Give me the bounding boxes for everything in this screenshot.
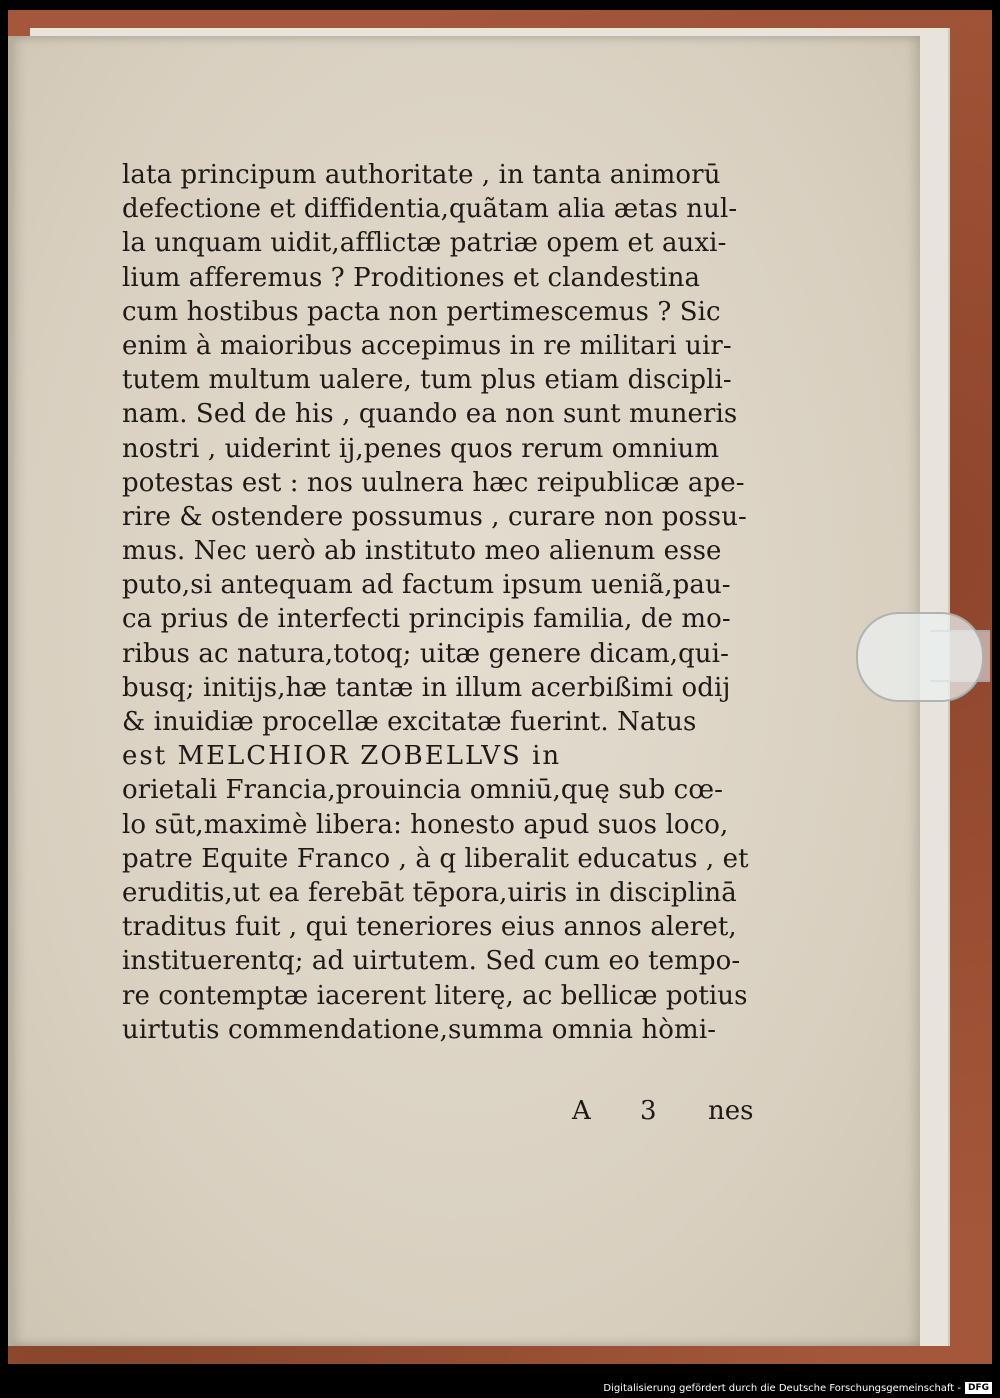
text-line: lo sūt,maximè libera: honesto apud suos loco, — [122, 809, 729, 840]
text-line: traditus fuit , qui teneriores eius annos aleret, — [122, 912, 737, 943]
text-line: re contemptæ iacerent literę, ac bellicæ potius — [122, 980, 748, 1011]
page-text-block — [122, 158, 772, 1047]
text-line: & inuidiæ procellæ excitatæ fuerint. Natus — [122, 707, 697, 737]
text-line: cum hostibus pacta non pertimescemus ? Sic — [122, 296, 721, 327]
dfg-logo: DFG — [965, 1382, 992, 1394]
digitization-credit — [603, 1380, 992, 1396]
text-line: enim à maioribus accepimus in re militari uir- — [122, 330, 732, 361]
text-line: lata principum authoritate , in tanta animorū — [122, 160, 721, 190]
text-line: tutem multum ualere, tum plus etiam discipli- — [122, 365, 732, 396]
text-line: patre Equite Franco , à q liberalit educatus , et — [122, 843, 749, 874]
catchword: nes — [708, 1096, 754, 1126]
text-line: potestas est : nos uulnera hæc reipublicæ ape- — [122, 467, 745, 498]
text-line-name: est MELCHIOR ZOBELLVS in — [122, 741, 562, 772]
text-line: ribus ac natura,totoq; uitæ genere dicam,qui- — [122, 638, 729, 669]
text-line: puto,si antequam ad factum ipsum ueniã,pau- — [122, 570, 731, 601]
page-clip — [856, 612, 984, 702]
text-line: rire & ostendere possumus , curare non possu- — [122, 501, 747, 532]
page-footer — [560, 1096, 770, 1130]
text-line: nostri , uiderint ij,penes quos rerum omnium — [122, 433, 720, 464]
text-line: la unquam uidit,afflictæ patriæ opem et auxi- — [122, 228, 727, 259]
page-gutter-shadow — [8, 36, 16, 1346]
text-line: ca prius de interfecti principis familia, de mo- — [122, 604, 731, 635]
text-line: orietali Francia,prouincia omniū,quę sub cœ- — [122, 775, 724, 806]
text-line: instituerentq; ad uirtutem. Sed cum eo tempo- — [122, 946, 741, 977]
signature-mark: A — [572, 1096, 591, 1126]
text-line: busq; initijs,hæ tantæ in illum acerbißimi odij — [122, 672, 731, 703]
text-line: uirtutis commendatione,summa omnia hòmi- — [122, 1014, 717, 1045]
page-number: 3 — [640, 1096, 657, 1126]
text-line: nam. Sed de his , quando ea non sunt muneris — [122, 399, 738, 430]
text-line: lium afferemus ? Proditiones et clandestina — [122, 262, 701, 293]
text-line: mus. Nec uerò ab instituto meo alienum esse — [122, 536, 722, 567]
text-line: eruditis,ut ea ferebāt tēpora,uiris in disciplinā — [122, 877, 737, 908]
text-line: defectione et diffidentia,quãtam alia ætas nul- — [122, 194, 738, 225]
credit-text: Digitalisierung gefördert durch die Deutsche Forschungsgemeinschaft - — [603, 1382, 961, 1394]
